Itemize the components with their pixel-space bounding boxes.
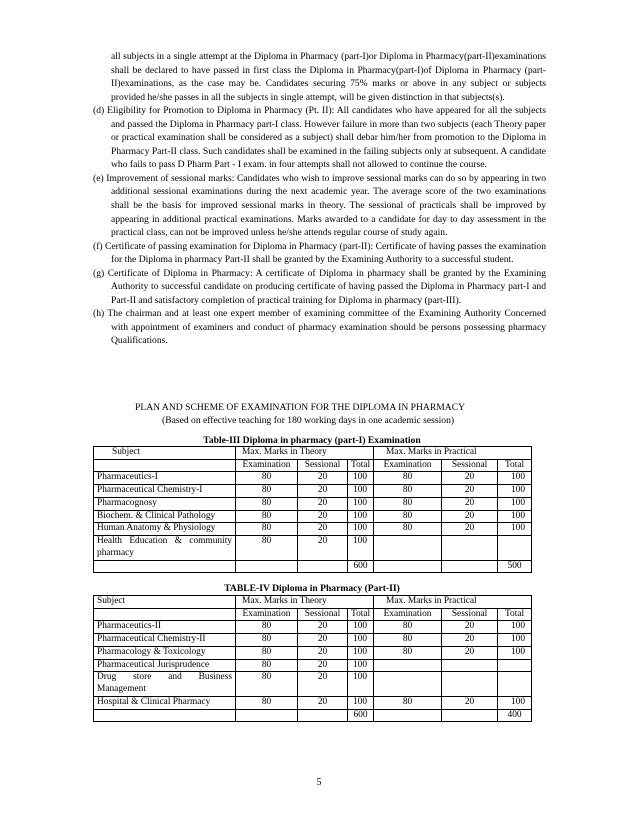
- marks-cell: 100: [498, 472, 532, 485]
- marks-cell: 20: [298, 696, 348, 709]
- practical-header: Max. Marks in Practical: [374, 447, 532, 460]
- marks-cell: 100: [498, 484, 532, 497]
- marks-cell: [374, 659, 442, 672]
- subject-cell: Pharmaceutics-I: [94, 472, 236, 485]
- marks-cell: 80: [236, 523, 298, 536]
- subject-cell: Health Education & community pharmacy: [94, 536, 236, 561]
- table-row: [94, 696, 532, 709]
- empty-cell: [298, 560, 348, 573]
- marks-cell: 80: [236, 633, 298, 646]
- marks-cell: 100: [348, 484, 374, 497]
- marks-cell: 20: [298, 621, 348, 634]
- marks-cell: [442, 536, 498, 561]
- total-practical-cell: 400: [498, 709, 532, 722]
- table-row: [94, 659, 532, 672]
- marks-cell: 20: [442, 696, 498, 709]
- table-row: [94, 472, 532, 485]
- marks-cell: 20: [442, 510, 498, 523]
- marks-cell: 20: [442, 633, 498, 646]
- table-iv: [93, 595, 532, 722]
- subheader-cell: Total: [348, 608, 374, 621]
- marks-cell: 100: [348, 621, 374, 634]
- paragraph-h-examiners: (h) The chairman and at least one expert member of examining committee of the Examining Authority Concerned with appointment of examiners and conduct of pharmacy examination should be persons possessing pharmacy Qualifications.: [93, 308, 546, 347]
- marks-cell: 20: [442, 621, 498, 634]
- marks-cell: 20: [298, 497, 348, 510]
- plan-subtitle: (Based on effective teaching for 180 working days in one academic session): [162, 415, 455, 426]
- marks-cell: 20: [298, 659, 348, 672]
- table-subheader-row: [94, 608, 532, 621]
- subject-cell: Biochem. & Clinical Pathology: [94, 510, 236, 523]
- marks-cell: 20: [298, 536, 348, 561]
- paragraph-e-sessional-improvement: (e) Improvement of sessional marks: Candidates who wish to improve sessional marks can do so by appearing in two additional sessional examinations during the next academic year. The average score of the two examinations shall be the basis for improved sessional marks in theory. The sessional of practicals shall be improved by appearing in additional practical examinations. Marks awarded to a candidate for day to day assessment in the practical class, can not be improved unless he/she attends regular course of study again.: [93, 172, 546, 239]
- regulations-text: [93, 50, 546, 348]
- empty-cell: [94, 608, 236, 621]
- table-row: [94, 497, 532, 510]
- marks-cell: 80: [236, 621, 298, 634]
- marks-cell: [374, 536, 442, 561]
- table-iii: [93, 446, 532, 573]
- table-row: [94, 484, 532, 497]
- marks-cell: 100: [498, 696, 532, 709]
- marks-cell: 20: [298, 510, 348, 523]
- subject-cell: Pharmaceutical Jurisprudence: [94, 659, 236, 672]
- empty-cell: [298, 709, 348, 722]
- marks-cell: 100: [498, 646, 532, 659]
- table-header-row: [94, 447, 532, 460]
- marks-cell: [498, 659, 532, 672]
- marks-cell: 80: [374, 497, 442, 510]
- total-practical-cell: 500: [498, 560, 532, 573]
- marks-cell: 100: [348, 523, 374, 536]
- table-header-row: [94, 596, 532, 609]
- subheader-cell: Total: [498, 459, 532, 472]
- totals-row: [94, 709, 532, 722]
- marks-cell: 80: [374, 646, 442, 659]
- total-theory-cell: 600: [348, 709, 374, 722]
- subheader-cell: Examination: [236, 608, 298, 621]
- marks-cell: 80: [236, 536, 298, 561]
- empty-cell: [94, 459, 236, 472]
- table-row: [94, 633, 532, 646]
- marks-cell: 80: [236, 497, 298, 510]
- marks-cell: 20: [442, 472, 498, 485]
- subheader-cell: Sessional: [298, 608, 348, 621]
- plan-title: PLAN AND SCHEME OF EXAMINATION FOR THE DIPLOMA IN PHARMACY: [135, 402, 466, 413]
- marks-cell: [498, 536, 532, 561]
- subject-cell: Human Anatomy & Physiology: [94, 523, 236, 536]
- subject-cell: Pharmaceutical Chemistry-II: [94, 633, 236, 646]
- marks-cell: 20: [442, 484, 498, 497]
- marks-cell: 20: [298, 672, 348, 697]
- total-theory-cell: 600: [348, 560, 374, 573]
- marks-cell: 100: [498, 621, 532, 634]
- table-row: [94, 646, 532, 659]
- table-row: [94, 621, 532, 634]
- marks-cell: 80: [236, 472, 298, 485]
- marks-cell: 20: [298, 472, 348, 485]
- marks-cell: 80: [374, 472, 442, 485]
- subject-header: Subject: [94, 596, 236, 609]
- marks-cell: 20: [442, 523, 498, 536]
- marks-cell: 80: [236, 696, 298, 709]
- empty-cell: [374, 560, 442, 573]
- table-iii-caption: Table-III Diploma in pharmacy (part-I) Examination: [203, 435, 421, 446]
- marks-cell: 20: [298, 523, 348, 536]
- subject-cell: Pharmaceutical Chemistry-I: [94, 484, 236, 497]
- totals-row: [94, 560, 532, 573]
- marks-cell: [442, 672, 498, 697]
- marks-cell: 80: [236, 646, 298, 659]
- subject-cell: Pharmacology & Toxicology: [94, 646, 236, 659]
- theory-header: Max. Marks in Theory: [236, 447, 374, 460]
- paragraph-c-continuation: all subjects in a single attempt at the Diploma in Pharmacy (part-I)or Diploma in Pharmacy(part-II)examinations shall be declared to have passed in first class the Diploma in Pharmacy(part-I)of Diploma in Pharmacy (part-II)examinations, as the case may be. Candidates securing 75% marks or above in any subject or subjects provided he/she passes in all the subjects in single attempt, will be given distinction in that subjects(s).: [111, 51, 546, 103]
- marks-cell: 80: [374, 696, 442, 709]
- marks-cell: [374, 672, 442, 697]
- marks-cell: 20: [298, 633, 348, 646]
- empty-cell: [236, 560, 298, 573]
- table-iv-caption: TABLE-IV Diploma in Pharmacy (Part-II): [224, 583, 400, 594]
- marks-cell: 80: [236, 659, 298, 672]
- theory-header: Max. Marks in Theory: [236, 596, 374, 609]
- marks-cell: 80: [374, 510, 442, 523]
- marks-cell: 80: [236, 672, 298, 697]
- marks-cell: 20: [442, 646, 498, 659]
- marks-cell: 100: [348, 497, 374, 510]
- page-number: 5: [316, 777, 322, 788]
- subject-cell: Drug store and Business Management: [94, 672, 236, 697]
- marks-cell: 100: [348, 536, 374, 561]
- paragraph-d-promotion: (d) Eligibility for Promotion to Diploma in Pharmacy (Pt. II): All candidates who have appeared for all the subjects and passed the Diploma in Pharmacy part-I class. However failure in more than two subjects (each Theory paper or practical examination shall be considered as a subject) shall debar him/her from promotion to the Diploma in Pharmacy Part-II class. Such candidates shall be examined in the failing subjects only at subsequent. A candidate who fails to pass D Pharm Part - I exam. in four attempts shall not allowed to continue the course.: [93, 105, 546, 171]
- marks-cell: 100: [348, 633, 374, 646]
- marks-cell: 100: [348, 510, 374, 523]
- subject-cell: Pharmaceutics-II: [94, 621, 236, 634]
- subheader-cell: Sessional: [442, 608, 498, 621]
- empty-cell: [442, 709, 498, 722]
- marks-cell: 80: [236, 510, 298, 523]
- subheader-cell: Sessional: [442, 459, 498, 472]
- marks-cell: 100: [348, 659, 374, 672]
- marks-cell: 100: [348, 696, 374, 709]
- marks-cell: 100: [348, 646, 374, 659]
- empty-cell: [236, 709, 298, 722]
- marks-cell: 100: [348, 472, 374, 485]
- table-subheader-row: [94, 459, 532, 472]
- subject-cell: Hospital & Clinical Pharmacy: [94, 696, 236, 709]
- marks-cell: 100: [498, 510, 532, 523]
- marks-cell: 20: [442, 497, 498, 510]
- marks-cell: 100: [498, 633, 532, 646]
- marks-cell: [442, 659, 498, 672]
- table-row: [94, 523, 532, 536]
- marks-cell: 100: [348, 672, 374, 697]
- table-row: [94, 536, 532, 561]
- subheader-cell: Examination: [236, 459, 298, 472]
- marks-cell: 20: [298, 646, 348, 659]
- marks-cell: 80: [374, 484, 442, 497]
- empty-cell: [374, 709, 442, 722]
- marks-cell: 100: [498, 497, 532, 510]
- marks-cell: 80: [374, 523, 442, 536]
- subheader-cell: Total: [498, 608, 532, 621]
- marks-cell: 100: [498, 523, 532, 536]
- subheader-cell: Total: [348, 459, 374, 472]
- table-row: [94, 510, 532, 523]
- paragraph-g-certificate-diploma: (g) Certificate of Diploma in Pharmacy: A certificate of Diploma in pharmacy shall be granted by the Examining Authority to successful candidate on producing certificate of having passed the Diploma in Pharmacy part-I and Part-II and satisfactory completion of practical training for Diploma in pharmacy (part-III).: [93, 267, 546, 306]
- marks-cell: 80: [236, 484, 298, 497]
- empty-cell: [94, 709, 236, 722]
- marks-cell: [498, 672, 532, 697]
- empty-cell: [442, 560, 498, 573]
- marks-cell: 80: [374, 633, 442, 646]
- empty-cell: [94, 560, 236, 573]
- subject-cell: Pharmacognosy: [94, 497, 236, 510]
- subheader-cell: Examination: [374, 459, 442, 472]
- practical-header: Max. Marks in Practical: [374, 596, 532, 609]
- subheader-cell: Examination: [374, 608, 442, 621]
- paragraph-f-certificate-passing: (f) Certificate of passing examination for Diploma in Pharmacy (part-II): Certificate of having passes the examination for the Diploma in pharmacy Part-II shall be granted by the Examining Authority to a successful student.: [93, 240, 546, 266]
- subject-header: Subject: [94, 447, 236, 460]
- marks-cell: 80: [374, 621, 442, 634]
- subheader-cell: Sessional: [298, 459, 348, 472]
- table-row: [94, 672, 532, 697]
- marks-cell: 20: [298, 484, 348, 497]
